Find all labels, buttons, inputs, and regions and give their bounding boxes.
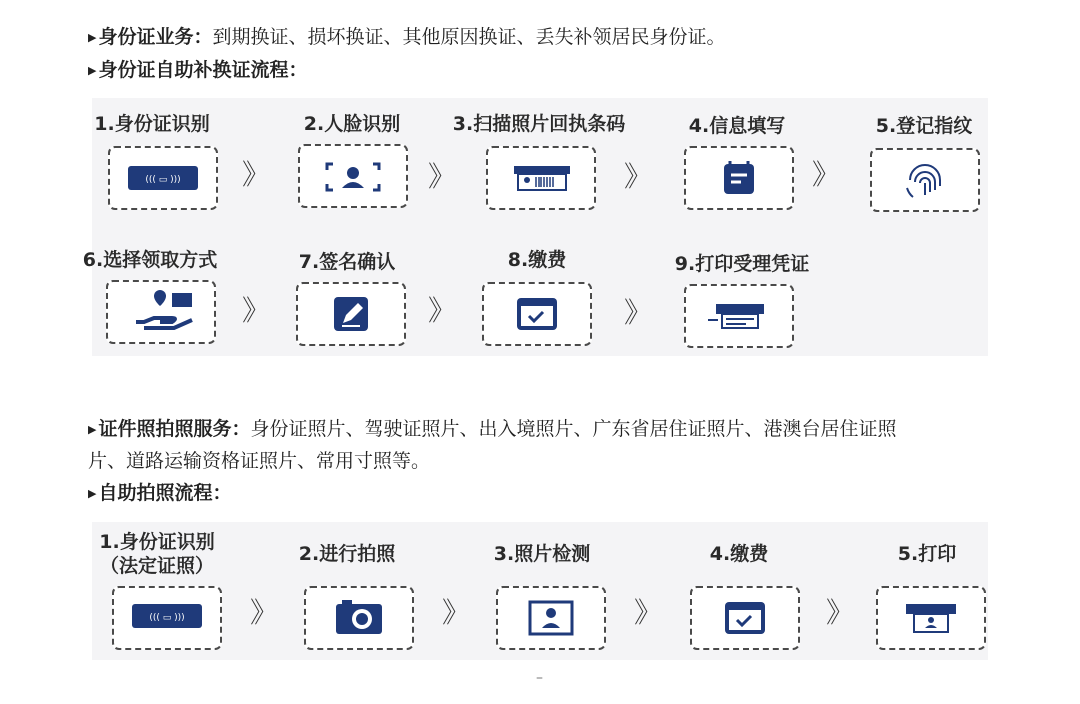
photo-service-line-2 (88, 446, 430, 476)
step-label: 2.进行拍照 (298, 543, 396, 565)
step-label: 3.照片检测 (493, 543, 591, 565)
step-label: 3.扫描照片回执条码 (452, 113, 626, 135)
pickup-method-icon (108, 282, 214, 342)
bullet-icon: ▶ (88, 64, 97, 77)
step-box (870, 148, 980, 212)
step-box (684, 146, 794, 210)
photo-check-icon (498, 588, 604, 648)
step-label: 9.打印受理凭证 (674, 253, 810, 275)
next-step-arrow-icon: 》 (812, 158, 841, 191)
next-step-arrow-icon: 》 (826, 596, 855, 629)
face-scan-icon (300, 146, 406, 206)
step-box (112, 586, 222, 650)
step-label: 5.打印 (897, 543, 957, 565)
id-flow-label: 身份证自助补换证流程： (98, 59, 308, 81)
next-step-arrow-icon: 》 (624, 160, 653, 193)
next-step-arrow-icon: 》 (242, 294, 271, 327)
photo-flow-heading (88, 478, 231, 511)
step-label: 5.登记指纹 (875, 115, 973, 137)
id-flow-diagram (82, 98, 988, 356)
step-box (876, 586, 986, 650)
print-photo-icon (878, 588, 984, 648)
step-box (496, 586, 606, 650)
svg-text:((( ▭ ))): ((( ▭ ))) (145, 175, 181, 185)
footer-mark: – (536, 670, 543, 686)
step-label: 4.缴费 (709, 543, 769, 565)
next-step-arrow-icon: 》 (250, 596, 279, 629)
print-receipt-icon (686, 286, 792, 346)
step-label: 1.身份证识别 (94, 113, 210, 135)
step-label: 4.信息填写 (688, 115, 786, 137)
photo-service-text: 身份证照片、驾驶证照片、出入境照片、广东省居住证照片、港澳台居住证照 (250, 418, 897, 440)
form-fill-icon (686, 148, 792, 208)
id-card-reader-icon (114, 588, 220, 648)
id-business-line (88, 22, 726, 55)
step-label: 8.缴费 (507, 249, 567, 271)
step-box (296, 282, 406, 346)
svg-text:((( ▭ ))): ((( ▭ ))) (149, 613, 185, 623)
id-business-label: 身份证业务： (98, 26, 213, 48)
step-box (106, 280, 216, 344)
signature-icon (298, 284, 404, 344)
step-label: 7.签名确认 (298, 251, 396, 273)
step-box (690, 586, 800, 650)
step-label-sub: （法定证照） (99, 555, 214, 577)
payment-icon (692, 588, 798, 648)
next-step-arrow-icon: 》 (442, 596, 471, 629)
id-card-reader-icon (110, 148, 216, 208)
fingerprint-icon (872, 150, 978, 210)
next-step-arrow-icon: 》 (634, 596, 663, 629)
photo-service-text-cont: 片、道路运输资格证照片、常用寸照等。 (88, 450, 431, 472)
step-box (304, 586, 414, 650)
id-business-text: 到期换证、损坏换证、其他原因换证、丢失补领居民身份证。 (212, 26, 726, 48)
bullet-icon: ▶ (88, 423, 97, 436)
bullet-icon: ▶ (88, 31, 97, 44)
next-step-arrow-icon: 》 (428, 160, 457, 193)
next-step-arrow-icon: 》 (242, 158, 271, 191)
step-label: 6.选择领取方式 (82, 249, 218, 271)
id-flow-heading (88, 55, 307, 88)
step-box (298, 144, 408, 208)
bullet-icon: ▶ (88, 487, 97, 500)
payment-icon (484, 284, 590, 344)
photo-service-label: 证件照拍照服务： (98, 418, 251, 440)
barcode-scan-icon (488, 148, 594, 208)
step-box (482, 282, 592, 346)
next-step-arrow-icon: 》 (428, 294, 457, 327)
photo-flow-label: 自助拍照流程： (98, 482, 232, 504)
step-box (108, 146, 218, 210)
photo-flow-diagram (92, 522, 988, 660)
step-box (486, 146, 596, 210)
step-label: 2.人脸识别 (303, 113, 401, 135)
camera-icon (306, 588, 412, 648)
step-label: 1.身份证识别 (99, 531, 215, 553)
step-box (684, 284, 794, 348)
photo-service-line (88, 414, 897, 447)
next-step-arrow-icon: 》 (624, 296, 653, 329)
